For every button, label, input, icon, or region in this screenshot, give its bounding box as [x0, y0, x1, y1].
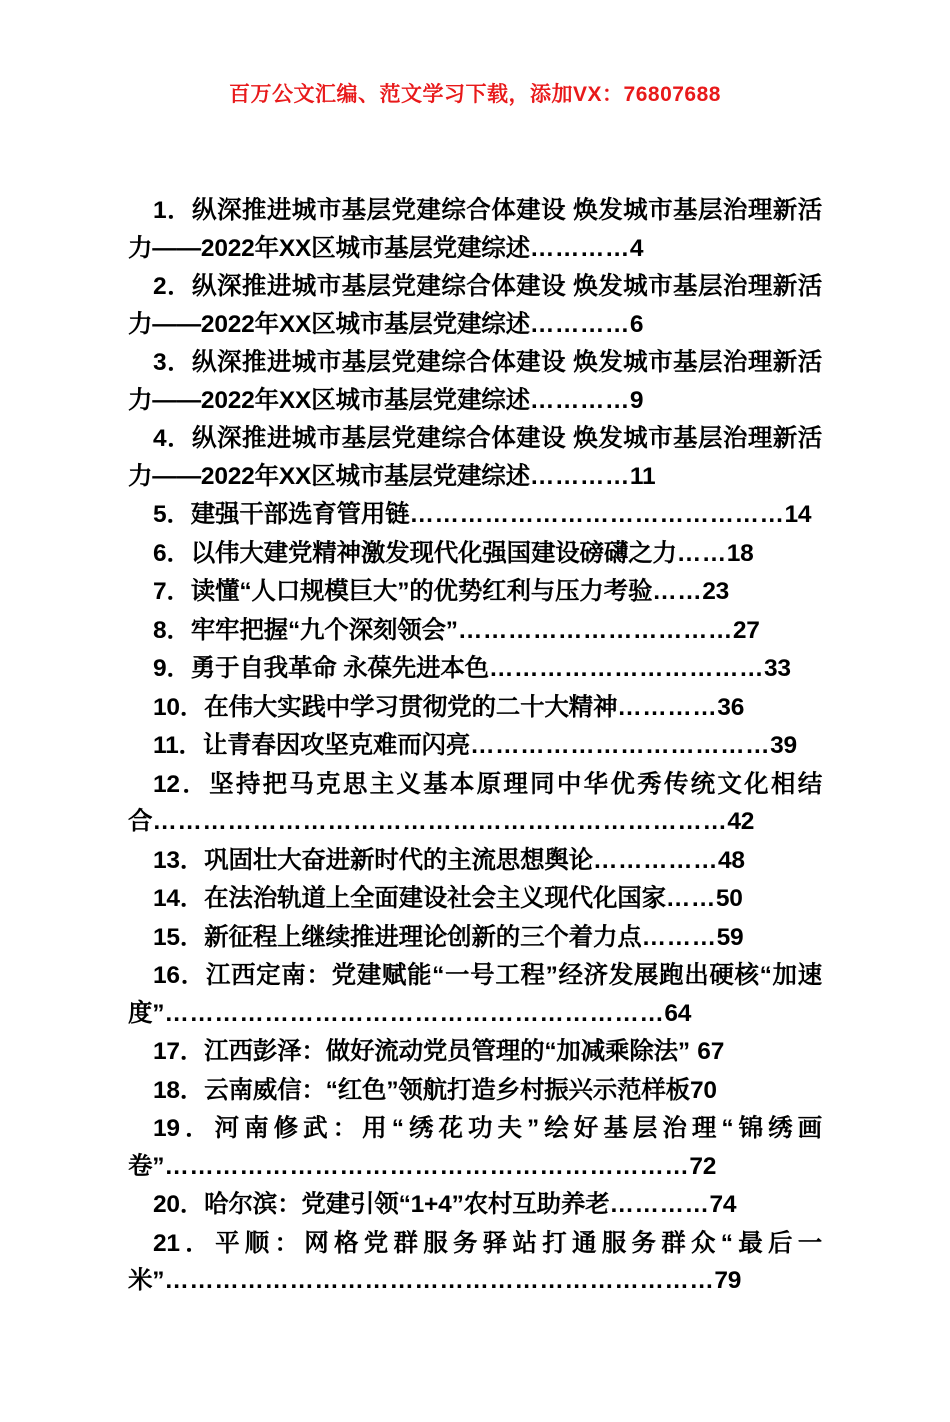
toc-entry-separator: ．: [166, 539, 191, 567]
toc-entry-page-number: 74: [709, 1191, 737, 1218]
toc-entry[interactable]: [128, 612, 822, 650]
toc-entry-title: 哈尔滨：党建引领“1+4”农村互助养老: [204, 1191, 610, 1218]
toc-entry[interactable]: [128, 192, 822, 267]
toc-entry-separator: ．: [179, 846, 205, 874]
toc-entry-separator: ．: [166, 349, 193, 376]
toc-entry-page-number: 48: [717, 846, 745, 874]
toc-entry[interactable]: [128, 1033, 822, 1071]
toc-entry-separator: ．: [166, 616, 191, 644]
toc-entry-title: 纵深推进城市基层党建综合体建设 焕发城市基层治理新活力——2022年XX区城市基层党建综述: [128, 349, 822, 414]
toc-entry-number: 8: [153, 616, 167, 644]
toc-entry-separator: ．: [166, 655, 191, 682]
toc-entry-separator: ．: [179, 923, 205, 951]
watermark-text: 百万公文汇编、范文学习下载，添加VX：76807688: [229, 83, 721, 106]
toc-entry-number: 18: [153, 1076, 180, 1104]
toc-entry-number: 2: [153, 273, 167, 300]
toc-entry-page-number: 33: [763, 655, 791, 682]
toc-entry-number: 19: [153, 1115, 180, 1142]
toc-entry-page-number: 11: [629, 462, 656, 490]
toc-entry-number: 1: [153, 197, 167, 224]
toc-entry-page-number: 14: [784, 501, 812, 528]
toc-entry[interactable]: [128, 420, 822, 495]
toc-entry-separator: ．: [178, 732, 203, 759]
toc-entry-page-number: 50: [715, 885, 743, 912]
toc-entry-number: 13: [153, 846, 180, 874]
toc-entry[interactable]: [128, 689, 822, 727]
toc-entry[interactable]: [128, 842, 822, 880]
toc-entry-title: 江西彭泽：做好流动党员管理的“加减乘除法”: [204, 1038, 690, 1065]
toc-entry[interactable]: [128, 727, 822, 765]
toc-entry[interactable]: [128, 1072, 822, 1110]
toc-entry-page-number: 4: [629, 234, 644, 262]
toc-entry[interactable]: [128, 766, 822, 841]
toc-entry-title: 在法治轨道上全面建设社会主义现代化国家: [204, 885, 666, 912]
toc-entry-leader: ……: [676, 539, 727, 567]
toc-entry-title: 平顺：网格党群服务驿站打通服务群众“最后一米”: [128, 1229, 822, 1294]
toc-entry[interactable]: [128, 268, 822, 343]
toc-entry-separator: ．: [179, 1191, 205, 1218]
toc-entry-page-number: 72: [689, 1152, 717, 1180]
toc-entry-number: 11: [153, 732, 179, 759]
toc-entry-title: 纵深推进城市基层党建综合体建设 焕发城市基层治理新活力——2022年XX区城市基层党建综述: [128, 197, 822, 262]
toc-entry-leader: ……………………………: [457, 616, 733, 644]
toc-entry-page-number: 42: [727, 808, 755, 835]
toc-entry-leader: …………: [529, 462, 630, 490]
toc-entry-leader: ………………………………: [470, 732, 771, 759]
toc-entry-title: 在伟大实践中学习贯彻党的二十大精神: [204, 693, 618, 721]
toc-entry-page-number: 36: [717, 693, 745, 721]
toc-entry[interactable]: [128, 919, 822, 957]
toc-entry-title: 纵深推进城市基层党建综合体建设 焕发城市基层治理新活力——2022年XX区城市基层党建综述: [128, 273, 822, 338]
toc-entry-separator: ．: [179, 1038, 205, 1065]
toc-entry-number: 9: [153, 655, 167, 682]
toc-entry-title: 牢牢把握“九个深刻领会”: [190, 616, 458, 644]
toc-entry-title: 新征程上继续推进理论创新的三个着力点: [204, 923, 642, 951]
toc-entry-number: 17: [153, 1038, 180, 1065]
toc-entry[interactable]: [128, 1110, 822, 1185]
toc-entry-separator: ．: [166, 425, 193, 452]
toc-entry-leader: ……: [665, 885, 716, 912]
toc-entry[interactable]: [128, 535, 822, 573]
toc-entry-number: 10: [153, 693, 180, 721]
toc-entry-number: 4: [153, 425, 167, 452]
document-page: [0, 78, 950, 1422]
toc-entry[interactable]: [128, 573, 822, 611]
toc-entry-separator: ．: [166, 273, 193, 300]
toc-entry-leader: …………………………………………………………: [164, 1267, 715, 1294]
toc-entry-page-number: 67: [697, 1038, 725, 1065]
toc-entry-separator: ．: [179, 693, 205, 721]
toc-entry-title: 以伟大建党精神激发现代化强国建设磅礴之力: [190, 539, 677, 567]
toc-entry-leader: ……………………………………………………………: [152, 808, 728, 835]
toc-entry-page-number: 64: [664, 999, 692, 1027]
toc-entry[interactable]: [128, 1225, 822, 1300]
toc-entry-title: 江西定南：党建赋能“一号工程”经济发展跑出硬核“加速度”: [128, 962, 822, 1027]
toc-entry-leader: …………: [529, 234, 630, 262]
toc-entry-number: 16: [153, 962, 180, 989]
toc-entry-page-number: 59: [716, 923, 744, 951]
toc-entry-page-number: 27: [732, 616, 760, 644]
toc-entry-page-number: 9: [629, 386, 644, 414]
toc-entry-number: 20: [153, 1191, 180, 1218]
toc-entry-leader: ………………………………………………………: [164, 1152, 690, 1180]
toc-entry-separator: ．: [179, 1115, 215, 1142]
toc-entry-page-number: 79: [714, 1267, 742, 1294]
toc-entry-number: 6: [153, 539, 167, 567]
toc-entry-separator: ．: [179, 885, 205, 912]
toc-entry-title: 勇于自我革命 永葆先进本色: [190, 655, 489, 682]
toc-entry-leader: ……………: [592, 846, 718, 874]
toc-entry-page-number: 18: [726, 539, 754, 567]
toc-entry[interactable]: [128, 880, 822, 918]
toc-entry[interactable]: [128, 496, 822, 534]
toc-entry-leader: …………: [609, 1191, 710, 1218]
toc-entry-number: 3: [153, 349, 167, 376]
toc-entry-page-number: 39: [770, 732, 797, 759]
toc-entry[interactable]: [128, 957, 822, 1032]
toc-entry-title: 云南威信：“红色”领航打造乡村振兴示范样板: [204, 1076, 690, 1104]
toc-entry-leader: …………: [529, 310, 630, 338]
toc-entry-separator: ．: [166, 197, 193, 224]
toc-entry-title: 纵深推进城市基层党建综合体建设 焕发城市基层治理新活力——2022年XX区城市基层党建综述: [128, 425, 822, 490]
toc-entry-separator: ．: [179, 770, 210, 798]
toc-entry-separator: ．: [166, 578, 191, 605]
toc-entry-title: 建强干部选育管用链: [190, 501, 410, 528]
toc-entry-leader: ………………………………………: [409, 501, 785, 528]
toc-entry-title: 让青春因攻坚克难而闪亮: [202, 732, 471, 759]
toc-entry-title: 坚持把马克思主义基本原理同中华优秀传统文化相结合: [128, 770, 822, 835]
toc-entry[interactable]: [128, 1186, 822, 1224]
toc-entry-title: 河南修武：用“绣花功夫”绘好基层治理“锦绣画卷”: [128, 1115, 822, 1180]
toc-entry-number: 12: [153, 770, 180, 798]
table-of-contents: [0, 192, 950, 1300]
toc-entry-number: 7: [153, 578, 167, 605]
toc-entry-leader: …………: [617, 693, 718, 721]
toc-entry-separator: ．: [179, 1076, 205, 1104]
toc-entry-leader: ……: [652, 578, 703, 605]
toc-entry-page-number: 23: [702, 578, 730, 605]
toc-entry[interactable]: [128, 650, 822, 688]
toc-entry-page-number: 70: [689, 1076, 717, 1104]
toc-entry-number: 21: [153, 1229, 180, 1257]
toc-entry-leader: ………: [641, 923, 717, 951]
toc-entry-title: 巩固壮大奋进新时代的主流思想舆论: [204, 846, 593, 874]
toc-entry-separator: ．: [179, 1229, 216, 1257]
toc-entry[interactable]: [128, 344, 822, 419]
toc-entry-leader: ……………………………………………………: [164, 999, 665, 1027]
toc-entry-separator: ．: [166, 501, 191, 528]
toc-entry-leader: …………: [529, 386, 630, 414]
toc-entry-separator: ．: [179, 962, 206, 989]
toc-entry-number: 14: [153, 885, 180, 912]
toc-entry-number: 5: [153, 501, 167, 528]
toc-entry-leader: ……………………………: [488, 655, 764, 682]
toc-entry-title: 读懂“人口规模巨大”的优势红利与压力考验: [190, 578, 653, 605]
toc-entry-page-number: 6: [629, 310, 644, 338]
toc-entry-number: 15: [153, 923, 180, 951]
